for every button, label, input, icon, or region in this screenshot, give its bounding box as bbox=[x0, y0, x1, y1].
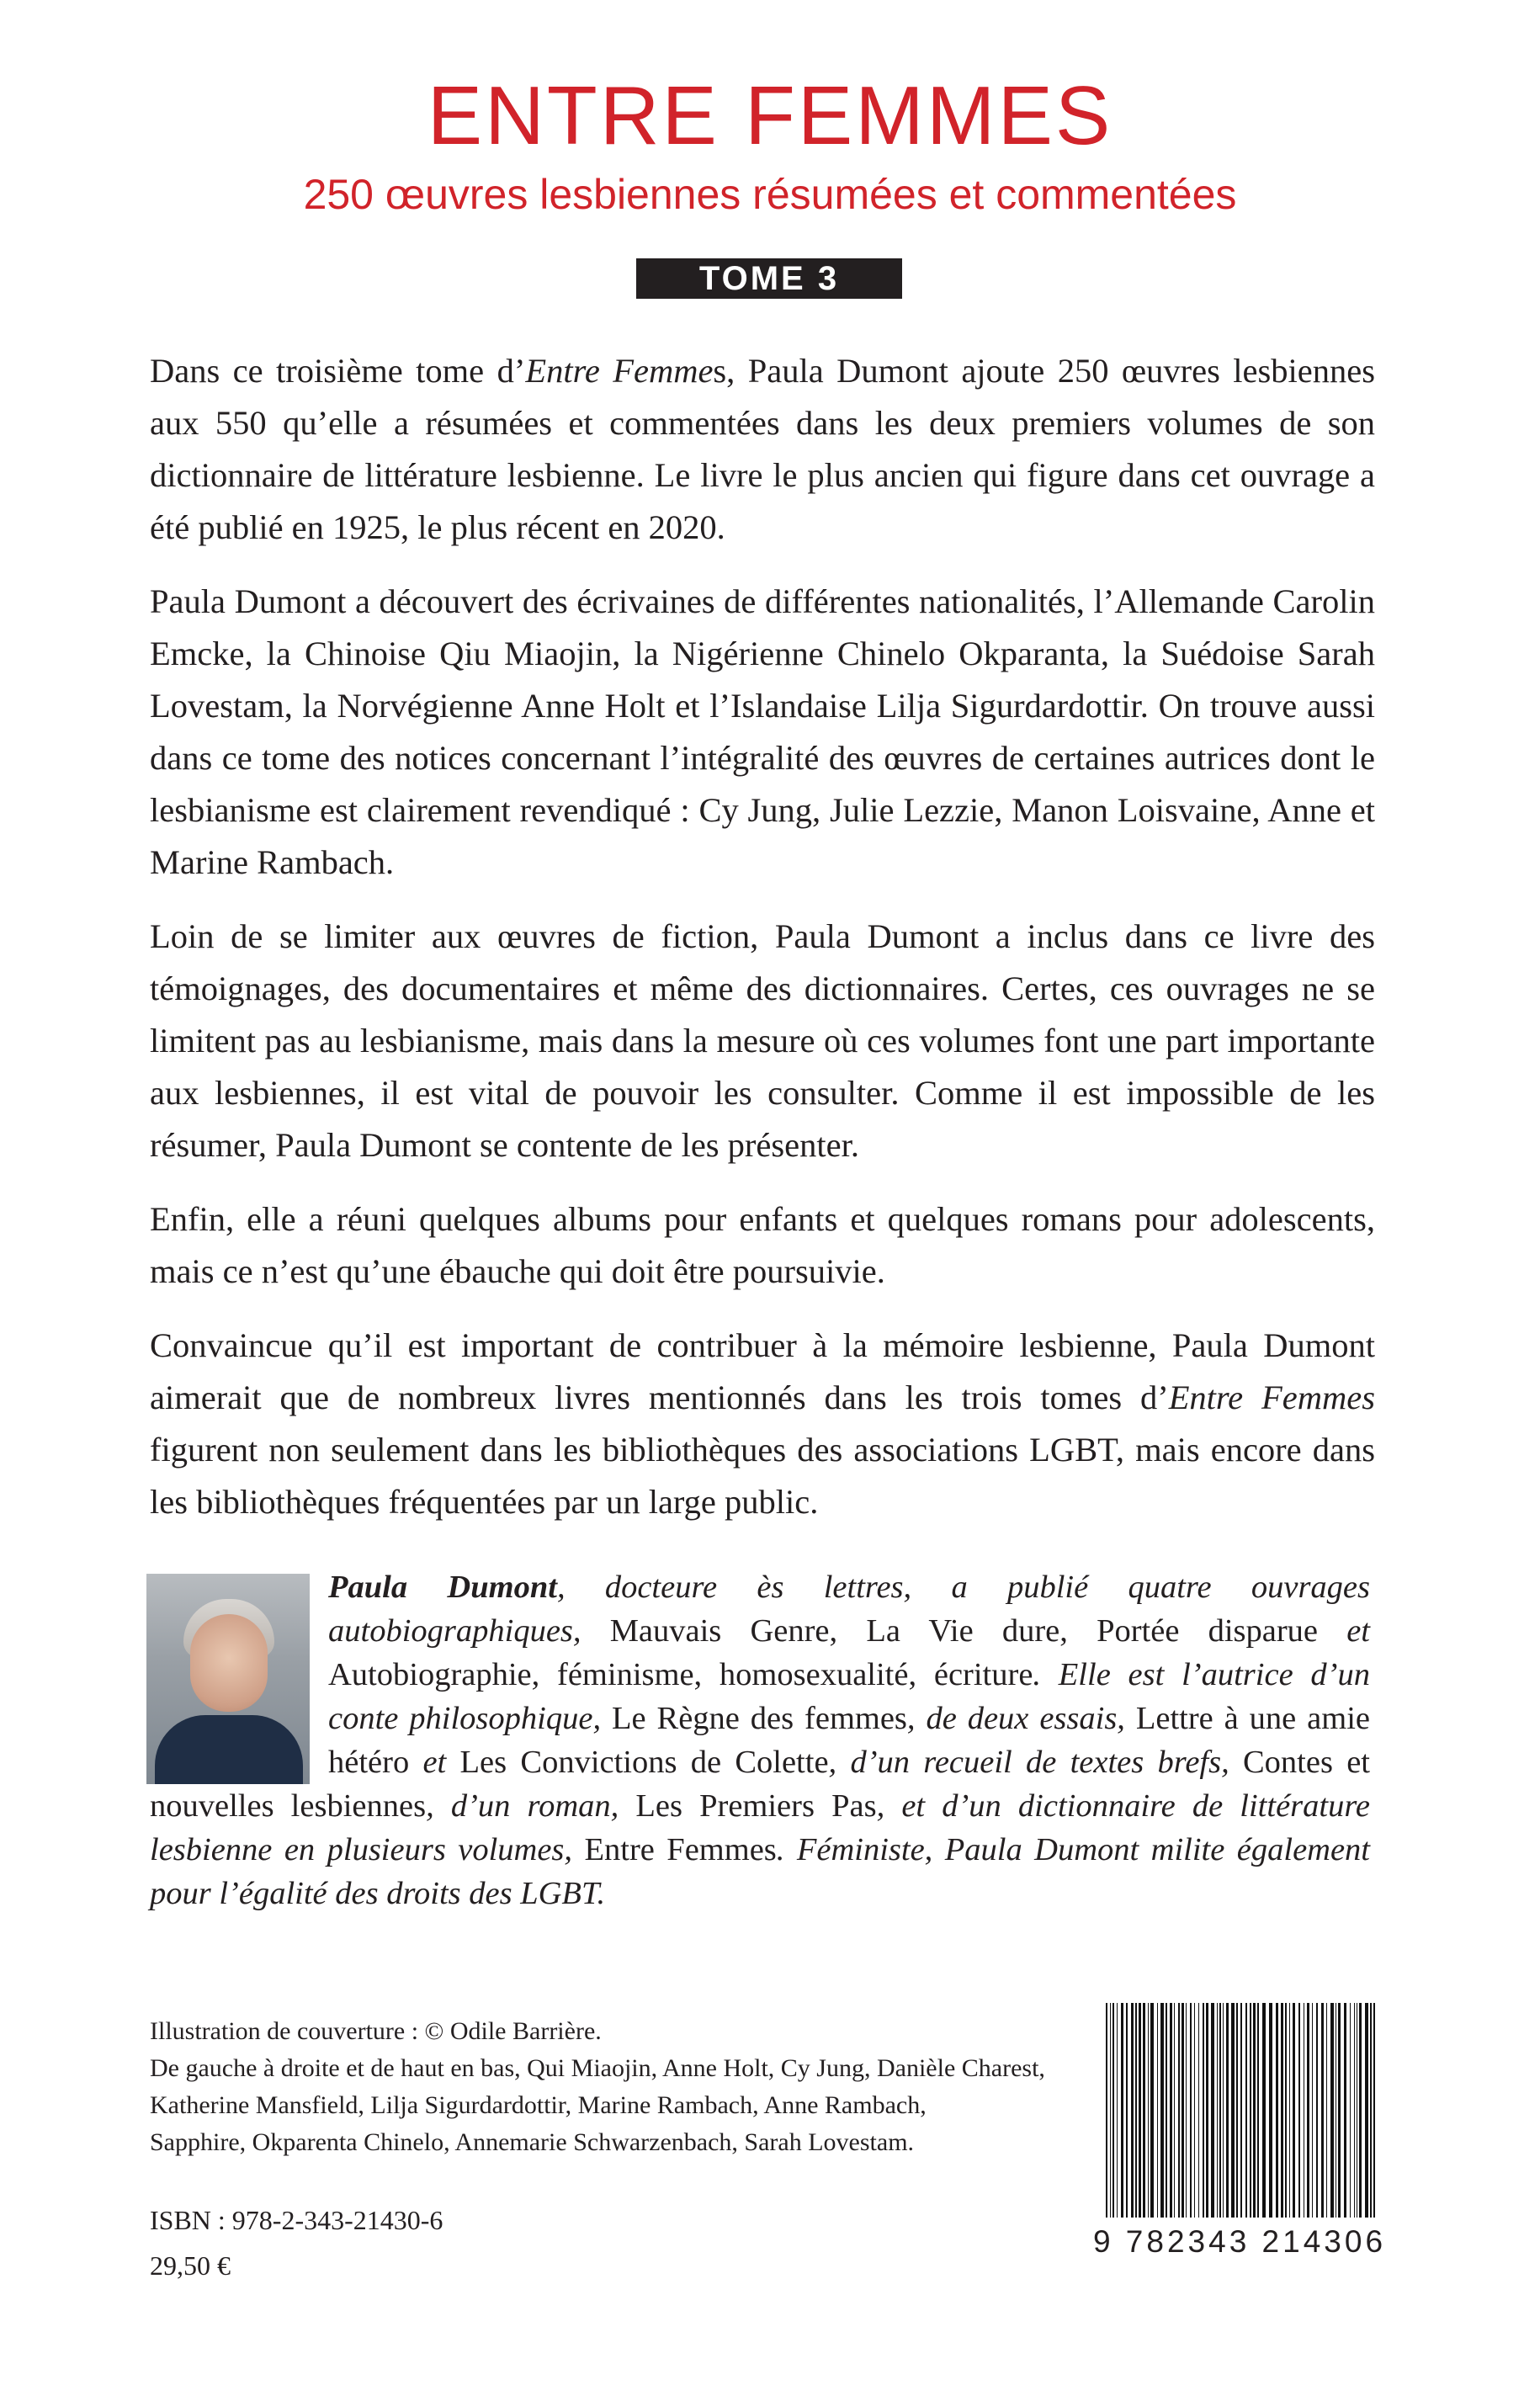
barcode-bar bbox=[1354, 2003, 1355, 2218]
barcode-bar bbox=[1293, 2003, 1295, 2218]
barcode-bar bbox=[1117, 2003, 1118, 2218]
summary-paragraph-2: Paula Dumont a découvert des écrivaines de différentes nationalités, l’Allemande Carolin Emcke, la Chinoise Qiu Miaojin, la Nigérienne Chinelo Okparanta, la Suédoise Sarah Lovestam, la Norvégienne Anne Holt et l’Islandaise Lilja Sigurdardottir. On trouve aussi dans ce tome des notices concernant l’intégralité des œuvres de certaines autrices dont le lesbianisme est clairement revendiqué : Cy Jung, Julie Lezzie, Manon Loisvaine, Anne et Marine Rambach. bbox=[150, 582, 1375, 881]
barcode-bar bbox=[1338, 2003, 1341, 2218]
tome-badge: TOME 3 bbox=[636, 258, 902, 299]
barcode-bar bbox=[1330, 2003, 1334, 2218]
credits-line: De gauche à droite et de haut en bas, Qui Miaojin, Anne Holt, Cy Jung, Danièle Charest, bbox=[150, 2054, 1045, 2082]
summary-paragraph-5: Convaincue qu’il est important de contribuer à la mémoire lesbienne, Paula Dumont aimerait que de nombreux livres mentionnés dans les trois tomes d’Entre Femmes figurent non seulement dans les bibliothèques des associations LGBT, mais encore dans les bibliothèques fréquentées par un large public. bbox=[150, 1326, 1375, 1521]
barcode-bar bbox=[1226, 2003, 1229, 2218]
back-cover-summary bbox=[150, 345, 1375, 1550]
barcode-bar bbox=[1178, 2003, 1180, 2218]
summary-paragraph-1: Dans ce troisième tome d’Entre Femmes, Paula Dumont ajoute 250 œuvres lesbiennes aux 550 qu’elle a résumées et commentées dans les deux premiers volumes de son dictionnaire de littérature lesbienne. Le livre le plus ancien qui figure dans cet ouvrage a été publié en 1925, le plus récent en 2020. bbox=[150, 352, 1375, 546]
barcode-bar bbox=[1157, 2003, 1158, 2218]
barcode-digits: 9 782343 214306 bbox=[1092, 2224, 1387, 2259]
barcode-bar bbox=[1307, 2003, 1309, 2218]
barcode-bar bbox=[1285, 2003, 1287, 2218]
barcode-bar bbox=[1253, 2003, 1256, 2218]
barcode-bar bbox=[1373, 2003, 1375, 2218]
credits-line: Sapphire, Okparenta Chinelo, Annemarie Schwarzenbach, Sarah Lovestam. bbox=[150, 2128, 915, 2156]
barcode-bar bbox=[1269, 2003, 1272, 2218]
barcode-bar bbox=[1223, 2003, 1224, 2218]
author-bio: Paula Dumont, docteure ès lettres, a publié quatre ouvrages autobiographiques, Mauvais Genre, La Vie dure, Portée disparue et Autobiographie, féminisme, homosexualité, écriture. Elle est l’autrice d’un conte philosophique, Le Règne des femmes, de deux essais, Lettre à une amie hétéro et Les Convictions de Colette, d’un recueil de textes brefs, Contes et nouvelles lesbiennes, d’un roman, Les Premiers Pas, et d’un dictionnaire de littérature lesbienne en plusieurs volumes, Entre Femmes. Féministe, Paula Dumont milite également pour l’égalité des droits des LGBT. bbox=[150, 1570, 1371, 1911]
barcode-bar bbox=[1211, 2003, 1214, 2218]
barcode-bar bbox=[1240, 2003, 1242, 2218]
price: 29,50 € bbox=[150, 2250, 231, 2281]
barcode-bar bbox=[1135, 2003, 1137, 2218]
barcode-bar bbox=[1217, 2003, 1218, 2218]
barcode-bar bbox=[1186, 2003, 1187, 2218]
barcode-bar bbox=[1121, 2003, 1123, 2218]
barcode-bar bbox=[1257, 2003, 1259, 2218]
barcode-bar bbox=[1344, 2003, 1346, 2218]
barcode-bar bbox=[1126, 2003, 1128, 2218]
barcode bbox=[1081, 1996, 1399, 2265]
summary-paragraph-4: Enfin, elle a réuni quelques albums pour enfants et quelques romans pour adolescents, mais ce n’est qu’une ébauche qui doit être poursuivie. bbox=[150, 1200, 1375, 1290]
barcode-bar bbox=[1321, 2003, 1324, 2218]
barcode-bar bbox=[1110, 2003, 1111, 2218]
barcode-bar bbox=[1150, 2003, 1154, 2218]
isbn: ISBN : 978-2-343-21430-6 bbox=[150, 2205, 443, 2235]
barcode-bar bbox=[1148, 2003, 1149, 2218]
barcode-bar bbox=[1316, 2003, 1318, 2218]
credits-line: Illustration de couverture : © Odile Barrière. bbox=[150, 2017, 602, 2045]
barcode-bar bbox=[1298, 2003, 1300, 2218]
barcode-bar bbox=[1139, 2003, 1141, 2218]
barcode-bar bbox=[1203, 2003, 1204, 2218]
barcode-bar bbox=[1113, 2003, 1114, 2218]
barcode-bar bbox=[1194, 2003, 1195, 2218]
barcode-bar bbox=[1262, 2003, 1266, 2218]
author-name: Paula Dumont bbox=[328, 1570, 557, 1605]
barcode-bar bbox=[1365, 2003, 1368, 2218]
barcode-bar bbox=[1359, 2003, 1362, 2218]
barcode-bar bbox=[1370, 2003, 1372, 2218]
summary-paragraph-3: Loin de se limiter aux œuvres de fiction, Paula Dumont a inclus dans ce livre des témoignages, des documentaires et même des dictionnaires. Certes, ces ouvrages ne se limitent pas au lesbianisme, mais dans la mesure où ces volumes font une part importante aux lesbiennes, il est vital de pouvoir les consulter. Comme il est impossible de les résumer, Paula Dumont se contente de les présenter. bbox=[150, 917, 1375, 1164]
barcode-bar bbox=[1219, 2003, 1221, 2218]
barcode-bar bbox=[1131, 2003, 1134, 2218]
book-title: ENTRE FEMMES bbox=[427, 69, 1113, 162]
barcode-bar bbox=[1182, 2003, 1184, 2218]
barcode-bar bbox=[1106, 2003, 1107, 2218]
barcode-bar bbox=[1289, 2003, 1290, 2218]
barcode-bar bbox=[1198, 2003, 1199, 2218]
barcode-bar bbox=[1166, 2003, 1167, 2218]
barcode-bar bbox=[1276, 2003, 1278, 2218]
barcode-bar bbox=[1174, 2003, 1175, 2218]
book-subtitle: 250 œuvres lesbiennes résumées et commentées bbox=[303, 171, 1237, 218]
barcode-bar bbox=[1143, 2003, 1145, 2218]
cover-credits bbox=[150, 2013, 1118, 2161]
barcode-bar bbox=[1350, 2003, 1351, 2218]
barcode-bar bbox=[1160, 2003, 1164, 2218]
barcode-bar bbox=[1231, 2003, 1235, 2218]
barcode-bar bbox=[1312, 2003, 1313, 2218]
barcode-bar bbox=[1281, 2003, 1283, 2218]
barcode-bar bbox=[1206, 2003, 1208, 2218]
credits-line: Katherine Mansfield, Lilja Sigurdardottir, Marine Rambach, Anne Rambach, bbox=[150, 2091, 927, 2119]
barcode-bar bbox=[1245, 2003, 1247, 2218]
barcode-bar bbox=[1170, 2003, 1172, 2218]
barcode-bar bbox=[1250, 2003, 1251, 2218]
barcode-bar bbox=[1326, 2003, 1327, 2218]
barcode-bars bbox=[1081, 1996, 1399, 2223]
barcode-bar bbox=[1236, 2003, 1238, 2218]
barcode-bar bbox=[1190, 2003, 1192, 2218]
